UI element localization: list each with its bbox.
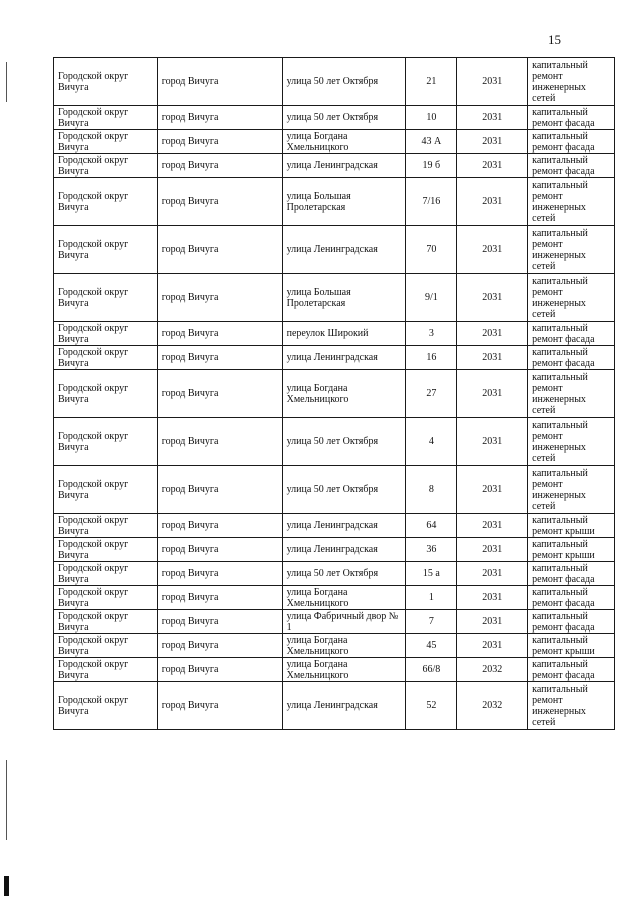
district-cell: Городской округ Вичуга	[54, 466, 158, 514]
house-number-cell: 10	[406, 106, 457, 130]
work-type-cell: капитальный ремонт фасада	[528, 106, 615, 130]
house-number-cell: 7	[406, 610, 457, 634]
district-cell: Городской округ Вичуга	[54, 346, 158, 370]
table-row	[54, 682, 615, 730]
city-cell: город Вичуга	[157, 466, 282, 514]
year-cell: 2031	[457, 130, 528, 154]
year-cell: 2031	[457, 178, 528, 226]
house-number-cell: 15 а	[406, 562, 457, 586]
district-cell: Городской округ Вичуга	[54, 586, 158, 610]
work-type-cell: капитальный ремонт фасада	[528, 130, 615, 154]
table-row	[54, 178, 615, 226]
table-row	[54, 370, 615, 418]
street-cell: переулок Широкий	[282, 322, 406, 346]
work-type-cell: капитальный ремонт инженерных сетей	[528, 682, 615, 730]
city-cell: город Вичуга	[157, 418, 282, 466]
city-cell: город Вичуга	[157, 106, 282, 130]
scan-mark	[6, 760, 7, 840]
city-cell: город Вичуга	[157, 682, 282, 730]
district-cell: Городской округ Вичуга	[54, 610, 158, 634]
scan-mark	[4, 876, 9, 896]
street-cell: улица Богдана Хмельницкого	[282, 634, 406, 658]
year-cell: 2031	[457, 538, 528, 562]
city-cell: город Вичуга	[157, 58, 282, 106]
district-cell: Городской округ Вичуга	[54, 682, 158, 730]
work-type-cell: капитальный ремонт инженерных сетей	[528, 58, 615, 106]
house-number-cell: 45	[406, 634, 457, 658]
work-type-cell: капитальный ремонт крыши	[528, 634, 615, 658]
house-number-cell: 64	[406, 514, 457, 538]
street-cell: улица Богдана Хмельницкого	[282, 130, 406, 154]
work-type-cell: капитальный ремонт инженерных сетей	[528, 226, 615, 274]
work-type-cell: капитальный ремонт фасада	[528, 346, 615, 370]
table-row	[54, 106, 615, 130]
street-cell: улица 50 лет Октября	[282, 562, 406, 586]
house-number-cell: 66/8	[406, 658, 457, 682]
house-number-cell: 7/16	[406, 178, 457, 226]
table-row	[54, 634, 615, 658]
district-cell: Городской округ Вичуга	[54, 418, 158, 466]
year-cell: 2031	[457, 586, 528, 610]
street-cell: улица Богдана Хмельницкого	[282, 370, 406, 418]
year-cell: 2031	[457, 466, 528, 514]
street-cell: улица 50 лет Октября	[282, 466, 406, 514]
street-cell: улица Ленинградская	[282, 682, 406, 730]
table-row	[54, 514, 615, 538]
house-number-cell: 4	[406, 418, 457, 466]
year-cell: 2031	[457, 346, 528, 370]
table-row	[54, 466, 615, 514]
city-cell: город Вичуга	[157, 538, 282, 562]
city-cell: город Вичуга	[157, 226, 282, 274]
year-cell: 2031	[457, 274, 528, 322]
year-cell: 2031	[457, 226, 528, 274]
house-number-cell: 43 А	[406, 130, 457, 154]
district-cell: Городской округ Вичуга	[54, 514, 158, 538]
table-row	[54, 346, 615, 370]
year-cell: 2031	[457, 418, 528, 466]
year-cell: 2031	[457, 514, 528, 538]
work-type-cell: капитальный ремонт крыши	[528, 514, 615, 538]
city-cell: город Вичуга	[157, 634, 282, 658]
district-cell: Городской округ Вичуга	[54, 370, 158, 418]
district-cell: Городской округ Вичуга	[54, 178, 158, 226]
table-row	[54, 130, 615, 154]
house-number-cell: 70	[406, 226, 457, 274]
district-cell: Городской округ Вичуга	[54, 130, 158, 154]
street-cell: улица Богдана Хмельницкого	[282, 658, 406, 682]
house-number-cell: 36	[406, 538, 457, 562]
street-cell: улица Большая Пролетарская	[282, 178, 406, 226]
table-row	[54, 586, 615, 610]
table-row	[54, 322, 615, 346]
year-cell: 2032	[457, 682, 528, 730]
year-cell: 2031	[457, 370, 528, 418]
table-row	[54, 274, 615, 322]
year-cell: 2032	[457, 658, 528, 682]
year-cell: 2031	[457, 322, 528, 346]
street-cell: улица Ленинградская	[282, 226, 406, 274]
year-cell: 2031	[457, 58, 528, 106]
city-cell: город Вичуга	[157, 514, 282, 538]
table-row	[54, 226, 615, 274]
work-type-cell: капитальный ремонт инженерных сетей	[528, 370, 615, 418]
work-type-cell: капитальный ремонт фасада	[528, 610, 615, 634]
work-type-cell: капитальный ремонт фасада	[528, 658, 615, 682]
year-cell: 2031	[457, 562, 528, 586]
table-row	[54, 562, 615, 586]
work-type-cell: капитальный ремонт инженерных сетей	[528, 274, 615, 322]
district-cell: Городской округ Вичуга	[54, 154, 158, 178]
year-cell: 2031	[457, 106, 528, 130]
district-cell: Городской округ Вичуга	[54, 226, 158, 274]
house-number-cell: 16	[406, 346, 457, 370]
house-number-cell: 9/1	[406, 274, 457, 322]
table-row	[54, 154, 615, 178]
work-type-cell: капитальный ремонт крыши	[528, 538, 615, 562]
house-number-cell: 1	[406, 586, 457, 610]
street-cell: улица Большая Пролетарская	[282, 274, 406, 322]
repair-schedule-table	[53, 57, 615, 730]
table-row	[54, 658, 615, 682]
table-row	[54, 58, 615, 106]
city-cell: город Вичуга	[157, 370, 282, 418]
table-row	[54, 610, 615, 634]
work-type-cell: капитальный ремонт фасада	[528, 322, 615, 346]
street-cell: улица Ленинградская	[282, 154, 406, 178]
district-cell: Городской округ Вичуга	[54, 274, 158, 322]
city-cell: город Вичуга	[157, 322, 282, 346]
table-body	[54, 58, 615, 730]
city-cell: город Вичуга	[157, 178, 282, 226]
house-number-cell: 19 б	[406, 154, 457, 178]
street-cell: улица Ленинградская	[282, 538, 406, 562]
street-cell: улица Богдана Хмельницкого	[282, 586, 406, 610]
city-cell: город Вичуга	[157, 346, 282, 370]
page-number: 15	[548, 32, 561, 47]
street-cell: улица 50 лет Октября	[282, 106, 406, 130]
district-cell: Городской округ Вичуга	[54, 634, 158, 658]
city-cell: город Вичуга	[157, 658, 282, 682]
year-cell: 2031	[457, 154, 528, 178]
street-cell: улица 50 лет Октября	[282, 58, 406, 106]
city-cell: город Вичуга	[157, 562, 282, 586]
city-cell: город Вичуга	[157, 274, 282, 322]
house-number-cell: 8	[406, 466, 457, 514]
table-row	[54, 418, 615, 466]
house-number-cell: 3	[406, 322, 457, 346]
district-cell: Городской округ Вичуга	[54, 58, 158, 106]
city-cell: город Вичуга	[157, 130, 282, 154]
street-cell: улица Ленинградская	[282, 514, 406, 538]
district-cell: Городской округ Вичуга	[54, 106, 158, 130]
work-type-cell: капитальный ремонт фасада	[528, 154, 615, 178]
street-cell: улица Ленинградская	[282, 346, 406, 370]
work-type-cell: капитальный ремонт инженерных сетей	[528, 466, 615, 514]
street-cell: улица Фабричный двор № 1	[282, 610, 406, 634]
city-cell: город Вичуга	[157, 586, 282, 610]
year-cell: 2031	[457, 610, 528, 634]
district-cell: Городской округ Вичуга	[54, 562, 158, 586]
work-type-cell: капитальный ремонт фасада	[528, 562, 615, 586]
district-cell: Городской округ Вичуга	[54, 322, 158, 346]
district-cell: Городской округ Вичуга	[54, 538, 158, 562]
work-type-cell: капитальный ремонт инженерных сетей	[528, 418, 615, 466]
house-number-cell: 27	[406, 370, 457, 418]
house-number-cell: 52	[406, 682, 457, 730]
scan-mark	[6, 62, 7, 102]
table-row	[54, 538, 615, 562]
work-type-cell: капитальный ремонт инженерных сетей	[528, 178, 615, 226]
house-number-cell: 21	[406, 58, 457, 106]
city-cell: город Вичуга	[157, 610, 282, 634]
city-cell: город Вичуга	[157, 154, 282, 178]
district-cell: Городской округ Вичуга	[54, 658, 158, 682]
street-cell: улица 50 лет Октября	[282, 418, 406, 466]
year-cell: 2031	[457, 634, 528, 658]
work-type-cell: капитальный ремонт фасада	[528, 586, 615, 610]
